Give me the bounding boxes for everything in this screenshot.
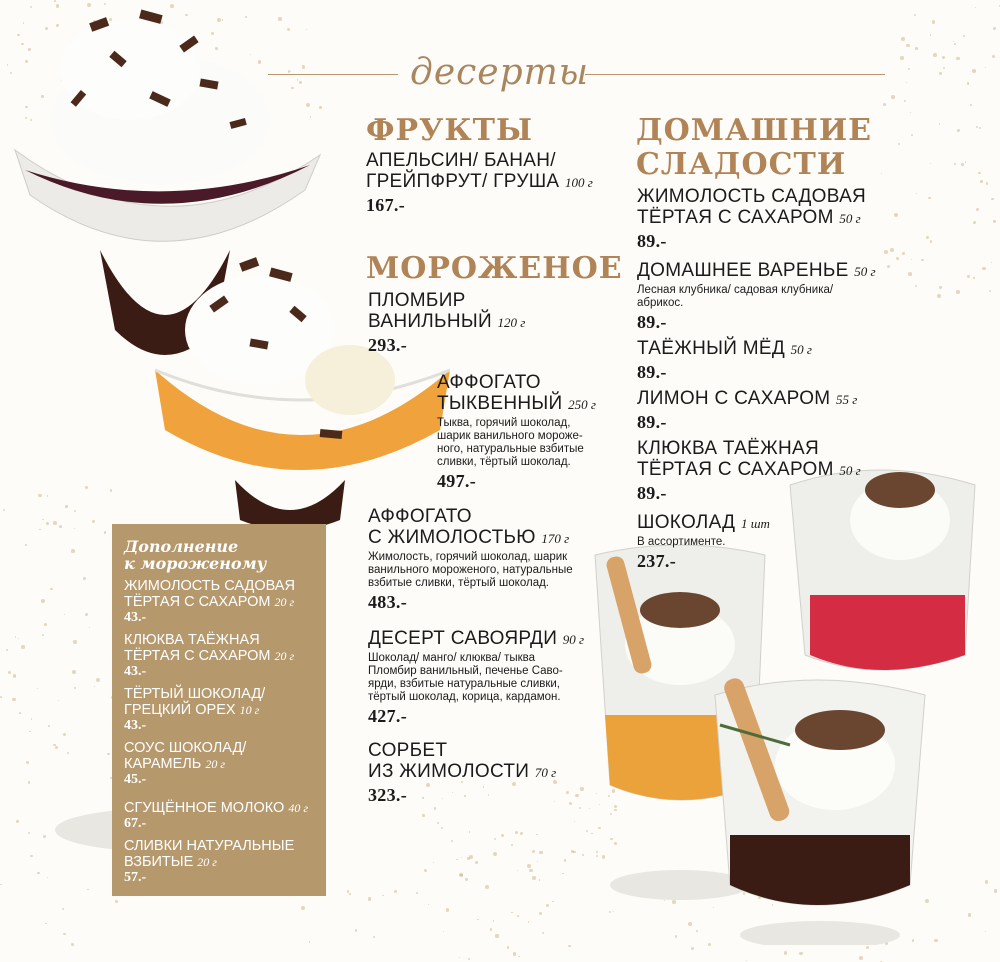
gold-speck bbox=[982, 267, 986, 271]
gold-speck bbox=[902, 252, 905, 255]
gold-speck bbox=[799, 952, 802, 955]
item-name: ТЁРТАЯ С САХАРОМ bbox=[637, 207, 834, 228]
menu-item-savoiardi bbox=[368, 628, 584, 727]
gold-speck bbox=[900, 56, 904, 60]
gold-speck bbox=[539, 879, 541, 881]
menu-item-plombir bbox=[368, 290, 525, 356]
item-description: Тыква, горячий шоколад, шарик ванильного мороже- ного, натуральные взбитые сливки, тёртый шоколад. bbox=[437, 417, 584, 468]
gold-speck bbox=[967, 82, 969, 84]
item-weight: 1 шт bbox=[740, 516, 770, 531]
item-price: 483.- bbox=[368, 592, 407, 612]
gold-speck bbox=[493, 920, 495, 922]
gold-speck bbox=[0, 884, 2, 886]
gold-speck bbox=[932, 20, 936, 24]
item-price: 237.- bbox=[637, 551, 676, 571]
gold-speck bbox=[930, 34, 931, 35]
gold-speck bbox=[939, 72, 942, 75]
menu-item-sorbet bbox=[368, 740, 556, 806]
item-weight: 70 г bbox=[534, 765, 557, 780]
item-name: ШОКОЛАД bbox=[637, 512, 736, 533]
gold-speck bbox=[416, 892, 418, 894]
item-name: ДЕСЕРТ САВОЯРДИ bbox=[368, 628, 558, 649]
gold-speck bbox=[956, 290, 960, 294]
gold-speck bbox=[539, 851, 542, 854]
item-price: 323.- bbox=[368, 785, 407, 805]
item-name: ТЫКВЕННЫЙ bbox=[437, 393, 563, 414]
icecream-addons-box bbox=[112, 524, 326, 896]
header-rule-left bbox=[268, 74, 398, 75]
item-name: ЛИМОН С САХАРОМ bbox=[637, 388, 831, 409]
item-name: АФФОГАТО bbox=[368, 506, 472, 527]
gold-speck bbox=[910, 112, 912, 114]
gold-speck bbox=[485, 885, 489, 889]
item-description: Жимолость, горячий шоколад, шарик ванильного мороженого, натуральные взбитые сливки, тёртый шоколад. bbox=[368, 551, 573, 589]
menu-item-pumpkin-affogato bbox=[437, 372, 596, 492]
item-weight: 90 г bbox=[562, 632, 585, 647]
gold-speck bbox=[967, 275, 970, 278]
item-name: ЖИМОЛОСТЬ САДОВАЯ bbox=[637, 186, 867, 207]
gold-speck bbox=[460, 874, 463, 877]
gold-speck bbox=[437, 822, 439, 824]
gold-speck bbox=[979, 127, 981, 129]
gold-speck bbox=[986, 182, 988, 184]
addon-item: ТЁРТЫЙ ШОКОЛАД/ ГРЕЦКИЙ ОРЕХ 10 г 43.- bbox=[124, 686, 266, 733]
gold-speck bbox=[939, 123, 941, 125]
menu-item-honeysuckle-sugar bbox=[637, 186, 866, 252]
item-name: ПЛОМБИР bbox=[368, 290, 466, 311]
item-name: АФФОГАТО bbox=[437, 372, 541, 393]
gold-speck bbox=[434, 807, 437, 810]
gold-speck bbox=[908, 68, 910, 70]
item-name: ВАНИЛЬНЫЙ bbox=[368, 311, 492, 332]
gold-speck bbox=[926, 236, 929, 239]
gold-speck bbox=[894, 213, 898, 217]
gold-speck bbox=[562, 873, 564, 875]
gold-speck bbox=[493, 852, 497, 856]
gold-speck bbox=[465, 878, 468, 881]
gold-speck bbox=[884, 250, 888, 254]
gold-speck bbox=[921, 259, 924, 262]
gold-speck bbox=[422, 814, 425, 817]
header-rule-right bbox=[585, 74, 885, 75]
gold-speck bbox=[976, 126, 979, 129]
gold-speck bbox=[507, 946, 510, 949]
item-price: 427.- bbox=[368, 706, 407, 726]
gold-speck bbox=[574, 821, 575, 822]
gold-speck bbox=[528, 921, 529, 922]
gold-speck bbox=[373, 936, 375, 938]
gold-speck bbox=[908, 272, 912, 276]
gold-speck bbox=[915, 285, 917, 287]
item-description: Лесная клубника/ садовая клубника/ абрикос. bbox=[637, 284, 834, 309]
gold-speck bbox=[494, 838, 496, 840]
gold-speck bbox=[552, 901, 553, 902]
gold-speck bbox=[349, 893, 351, 895]
gold-speck bbox=[517, 915, 518, 916]
item-price: 89.- bbox=[637, 412, 667, 432]
gold-speck bbox=[536, 834, 537, 835]
gold-speck bbox=[939, 286, 942, 289]
gold-speck bbox=[928, 197, 930, 199]
gold-speck bbox=[881, 173, 882, 174]
gold-speck bbox=[527, 864, 531, 868]
item-price: 167.- bbox=[366, 195, 405, 215]
gold-speck bbox=[901, 37, 905, 41]
addons-heading: Дополнение к мороженому bbox=[124, 537, 267, 573]
gold-speck bbox=[355, 929, 358, 932]
gold-speck bbox=[568, 945, 570, 947]
gold-speck bbox=[784, 951, 788, 955]
gold-speck bbox=[564, 859, 566, 861]
item-weight: 170 г bbox=[541, 531, 570, 546]
item-name: ТЁРТАЯ С САХАРОМ bbox=[637, 459, 834, 480]
addon-item: ЖИМОЛОСТЬ САДОВАЯ ТЁРТАЯ С САХАРОМ 20 г 43.- bbox=[124, 578, 295, 625]
menu-item-lemon bbox=[637, 388, 857, 433]
gold-speck bbox=[970, 104, 971, 105]
gold-speck bbox=[575, 794, 578, 797]
gold-speck bbox=[517, 870, 518, 871]
gold-speck bbox=[992, 55, 995, 58]
gold-speck bbox=[859, 956, 863, 960]
gold-speck bbox=[942, 56, 945, 59]
gold-speck bbox=[985, 67, 986, 68]
gold-speck bbox=[515, 831, 518, 834]
gold-speck bbox=[520, 832, 523, 835]
gold-speck bbox=[916, 193, 917, 194]
item-weight: 120 г bbox=[497, 315, 526, 330]
gold-speck bbox=[569, 802, 572, 805]
page-title: десерты bbox=[410, 52, 590, 93]
gold-speck bbox=[930, 163, 931, 164]
item-weight: 100 г bbox=[564, 175, 593, 190]
gold-speck bbox=[957, 129, 960, 132]
gold-speck bbox=[546, 904, 549, 907]
menu-item-jam bbox=[637, 260, 876, 333]
addon-item: СГУЩЁННОЕ МОЛОКО 40 г 67.- bbox=[124, 800, 308, 831]
gold-speck bbox=[433, 862, 434, 863]
item-price: 89.- bbox=[637, 312, 667, 332]
item-price: 89.- bbox=[637, 231, 667, 251]
gold-speck bbox=[542, 932, 545, 935]
item-price: 293.- bbox=[368, 335, 407, 355]
gold-speck bbox=[446, 908, 449, 911]
gold-speck bbox=[424, 869, 427, 872]
gold-speck bbox=[980, 180, 983, 183]
gold-speck bbox=[87, 889, 88, 890]
gold-speck bbox=[963, 35, 965, 37]
gold-speck bbox=[115, 900, 118, 903]
gold-speck bbox=[993, 220, 995, 222]
gold-speck bbox=[991, 198, 993, 200]
item-price: 497.- bbox=[437, 471, 476, 491]
gold-speck bbox=[993, 27, 996, 30]
gold-speck bbox=[45, 923, 46, 924]
gold-speck bbox=[911, 259, 912, 260]
gold-speck bbox=[933, 53, 937, 57]
gold-speck bbox=[382, 895, 383, 896]
menu-item-chocolate bbox=[637, 512, 770, 572]
gold-speck bbox=[961, 163, 964, 166]
gold-speck bbox=[495, 934, 498, 937]
addon-item: СЛИВКИ НАТУРАЛЬНЫЕ ВЗБИТЫЕ 20 г 57.- bbox=[124, 838, 295, 885]
gold-speck bbox=[915, 47, 918, 50]
gold-speck bbox=[978, 172, 980, 174]
gold-speck bbox=[518, 956, 520, 958]
gold-speck bbox=[891, 95, 894, 98]
gold-speck bbox=[956, 57, 959, 60]
homemade-heading: ДОМАШНИЕ СЛАДОСТИ bbox=[636, 113, 873, 182]
gold-speck bbox=[866, 946, 870, 950]
gold-speck bbox=[490, 928, 492, 930]
gold-speck bbox=[890, 248, 894, 252]
gold-speck bbox=[62, 908, 64, 910]
gold-speck bbox=[501, 834, 504, 837]
gold-speck bbox=[954, 163, 956, 165]
gold-speck bbox=[943, 67, 945, 69]
menu-item-honey bbox=[637, 338, 812, 383]
gold-speck bbox=[887, 265, 890, 268]
gold-speck bbox=[475, 861, 478, 864]
gold-speck bbox=[746, 960, 747, 961]
item-name: ИЗ ЖИМОЛОСТИ bbox=[368, 761, 530, 782]
item-name: ДОМАШНЕЕ ВАРЕНЬЕ bbox=[637, 260, 849, 281]
gold-speck bbox=[309, 941, 310, 942]
gold-speck bbox=[469, 831, 470, 832]
gold-speck bbox=[972, 69, 975, 72]
gold-speck bbox=[976, 208, 979, 211]
addon-item: СОУС ШОКОЛАД/ КАРАМЕЛЬ 20 г 45.- bbox=[124, 740, 247, 787]
gold-speck bbox=[973, 221, 976, 224]
item-name: С ЖИМОЛОСТЬЮ bbox=[368, 527, 536, 548]
gold-speck bbox=[566, 791, 569, 794]
gold-speck bbox=[428, 904, 429, 905]
gold-speck bbox=[691, 947, 694, 950]
item-weight: 50 г bbox=[790, 342, 812, 357]
icecream-heading: МОРОЖЕНОЕ bbox=[366, 251, 623, 286]
gold-speck bbox=[513, 952, 517, 956]
gold-speck bbox=[883, 103, 886, 106]
gold-speck bbox=[989, 290, 992, 293]
item-weight: 50 г bbox=[839, 211, 861, 226]
gold-speck bbox=[529, 869, 532, 872]
gold-speck bbox=[477, 919, 478, 920]
gold-speck bbox=[898, 143, 900, 145]
gold-speck bbox=[537, 861, 538, 862]
item-description: Шоколад/ манго/ клюква/ тыква Пломбир ванильный, печенье Саво- ярди, взбитые натуральные сливки, тёртый шоколад, корица, кардамон. bbox=[368, 652, 563, 703]
gold-speck bbox=[511, 844, 513, 846]
gold-speck bbox=[456, 859, 457, 860]
item-name: СОРБЕТ bbox=[368, 740, 448, 761]
item-price: 89.- bbox=[637, 362, 667, 382]
item-name: ТАЁЖНЫЙ МЁД bbox=[637, 338, 786, 359]
item-weight: 55 г bbox=[836, 392, 858, 407]
gold-speck bbox=[459, 957, 460, 958]
gold-speck bbox=[539, 912, 542, 915]
gold-speck bbox=[71, 943, 74, 946]
gold-speck bbox=[573, 851, 576, 854]
gold-speck bbox=[532, 850, 535, 853]
addon-item: КЛЮКВА ТАЁЖНАЯ ТЁРТАЯ С САХАРОМ 20 г 43.- bbox=[124, 632, 295, 679]
item-weight: 250 г bbox=[568, 397, 596, 412]
gold-speck bbox=[991, 262, 992, 263]
gold-speck bbox=[930, 240, 933, 243]
item-weight: 50 г bbox=[854, 264, 876, 279]
item-name: КЛЮКВА ТАЁЖНАЯ bbox=[637, 438, 819, 459]
fruits-heading: ФРУКТЫ bbox=[366, 113, 534, 148]
gold-speck bbox=[441, 827, 443, 829]
gold-speck bbox=[63, 933, 66, 936]
menu-item-honeysuckle-affogato bbox=[368, 506, 573, 613]
gold-speck bbox=[468, 958, 470, 960]
gold-speck bbox=[347, 890, 349, 892]
gold-speck bbox=[906, 44, 910, 48]
gold-speck bbox=[973, 277, 974, 278]
gold-speck bbox=[914, 14, 916, 16]
item-price: 89.- bbox=[637, 483, 667, 503]
menu-item-fruits bbox=[366, 150, 593, 216]
item-description: В ассортименте. bbox=[637, 536, 726, 548]
gold-speck bbox=[937, 294, 941, 298]
gold-speck bbox=[451, 840, 453, 842]
gold-speck bbox=[511, 912, 513, 914]
item-name: АПЕЛЬСИН/ БАНАН/ bbox=[366, 150, 556, 171]
gold-speck bbox=[904, 100, 906, 102]
gold-speck bbox=[467, 857, 470, 860]
item-weight: 50 г bbox=[839, 463, 861, 478]
gold-speck bbox=[368, 897, 372, 901]
gold-speck bbox=[954, 43, 956, 45]
gold-speck bbox=[911, 134, 914, 137]
gold-speck bbox=[896, 257, 899, 260]
gold-speck bbox=[461, 857, 462, 858]
gold-speck bbox=[906, 82, 907, 83]
gold-speck bbox=[443, 931, 444, 932]
menu-item-cranberry bbox=[637, 438, 861, 504]
gold-speck bbox=[394, 890, 397, 893]
gold-speck bbox=[301, 906, 305, 910]
gold-speck bbox=[975, 7, 976, 8]
gold-speck bbox=[965, 161, 967, 163]
gold-speck bbox=[532, 876, 535, 879]
item-name: ГРЕЙПФРУТ/ ГРУША bbox=[366, 171, 560, 192]
